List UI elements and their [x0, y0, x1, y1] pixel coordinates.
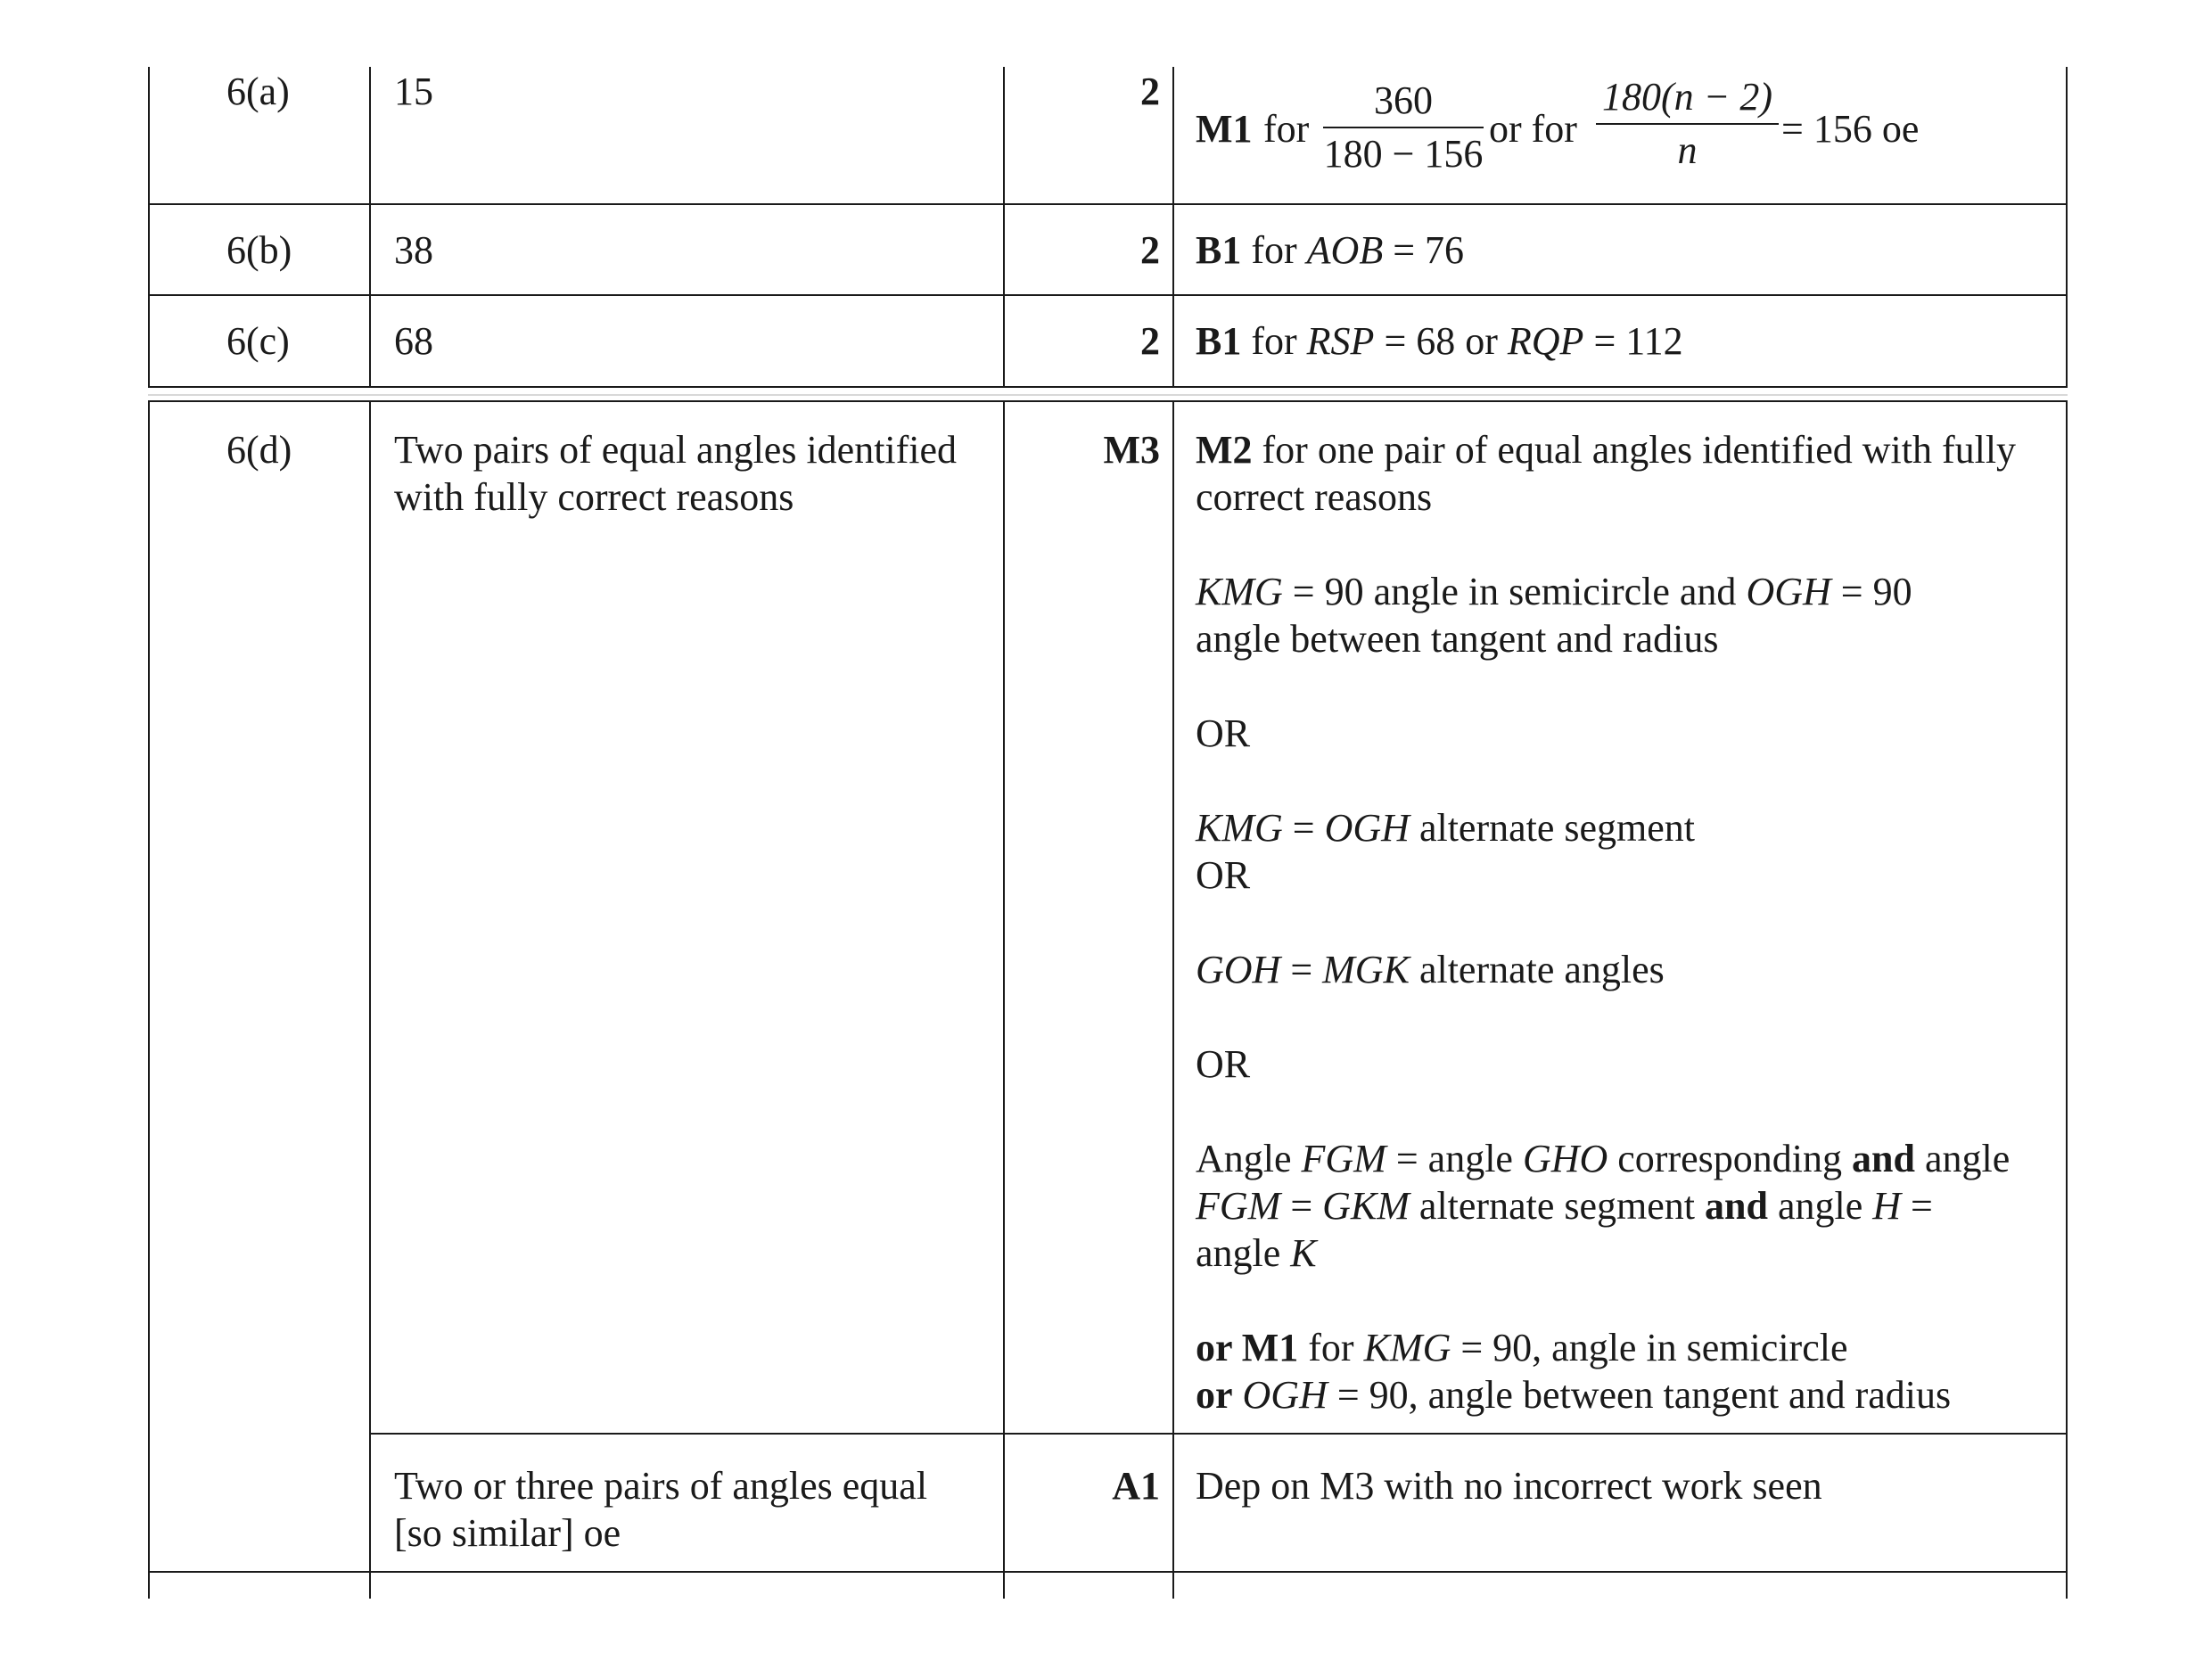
mark-code: B1: [1196, 228, 1242, 272]
guidance-line: [1196, 946, 1665, 994]
guidance-text: for: [1263, 107, 1310, 151]
angle-name: FGM: [1196, 1184, 1281, 1228]
guidance-text: =: [1290, 948, 1313, 991]
guidance-text: or for: [1489, 107, 1577, 151]
mark-code: B1: [1196, 319, 1242, 363]
fraction-numerator: 360: [1374, 78, 1433, 122]
guidance-text: = 90 angle in semicircle and: [1292, 570, 1737, 613]
guidance-text: = 68 or: [1384, 319, 1498, 363]
angle-name: KMG: [1196, 806, 1283, 850]
guidance-line: [1196, 1324, 1847, 1372]
fraction-denominator: n: [1677, 128, 1698, 172]
guidance-text: =: [1290, 1184, 1313, 1228]
section-double-divider: [148, 386, 2068, 402]
guidance-text: Angle: [1196, 1137, 1292, 1180]
angle-name: FGM: [1301, 1137, 1386, 1180]
guidance-line: [1196, 804, 1695, 852]
guidance-text: for: [1251, 319, 1297, 363]
question-number: 6(a): [226, 70, 290, 113]
guidance-cell: [1196, 226, 1464, 275]
angle-name: GOH: [1196, 948, 1281, 991]
guidance-text: = 90, angle between tangent and radius: [1336, 1373, 1952, 1417]
question-number: 6(c): [226, 319, 290, 363]
table-border-left: [148, 67, 150, 1599]
guidance-text: alternate angles: [1418, 948, 1665, 991]
guidance-text: angle: [1924, 1137, 2011, 1180]
guidance-text: = 90, angle in semicircle: [1460, 1326, 1848, 1369]
guidance-line: [1196, 1229, 1317, 1278]
guidance-emphasis: and: [1705, 1184, 1768, 1228]
angle-name: OGH: [1324, 806, 1410, 850]
guidance-text: = 76: [1393, 228, 1465, 272]
guidance-text: =: [1292, 806, 1315, 850]
guidance-text: =: [1911, 1184, 1933, 1228]
guidance-text: angle: [1777, 1184, 1863, 1228]
guidance-line: [1196, 1135, 2010, 1183]
guidance-text: for: [1251, 228, 1297, 272]
table-border-right: [2066, 67, 2068, 1599]
fraction-2: [1596, 75, 1779, 173]
angle-name: H: [1872, 1184, 1902, 1228]
column-divider-guidance: [1172, 67, 1174, 1599]
angle-name: GHO: [1522, 1137, 1608, 1180]
guidance-or: OR: [1196, 711, 1251, 755]
guidance-text: = angle: [1395, 1137, 1513, 1180]
guidance-text: for: [1308, 1326, 1354, 1369]
question-number: 6(b): [226, 228, 292, 272]
fraction-numerator: 180(n − 2): [1602, 75, 1772, 119]
angle-name: K: [1290, 1231, 1317, 1275]
guidance-line: correct reasons: [1196, 475, 1433, 519]
mark-code: or M1: [1196, 1326, 1299, 1369]
column-divider-answer: [369, 67, 371, 1599]
mark-code: M2: [1196, 428, 1253, 472]
angle-name: RQP: [1507, 319, 1584, 363]
fraction-denominator: 180 − 156: [1323, 132, 1484, 176]
guidance-text: corresponding: [1617, 1137, 1842, 1180]
fraction-bar: [1596, 123, 1779, 125]
guidance-line: [1196, 1371, 1951, 1419]
fraction-1: [1323, 78, 1484, 177]
guidance-text: angle: [1196, 1231, 1281, 1275]
question-number: 6(d): [226, 428, 292, 472]
angle-name: OGH: [1746, 570, 1831, 613]
guidance-text: = 90: [1840, 570, 1912, 613]
guidance-line: [1196, 568, 1912, 616]
guidance-text: = 156 oe: [1781, 107, 1920, 151]
angle-name: MGK: [1322, 948, 1410, 991]
guidance-or: OR: [1196, 1042, 1251, 1086]
guidance-text: alternate segment: [1418, 806, 1696, 850]
row-divider: [148, 1571, 2068, 1573]
guidance-emphasis: and: [1852, 1137, 1915, 1180]
guidance-or: OR: [1196, 853, 1251, 897]
marks-cell: A1: [1112, 1464, 1160, 1508]
answer-line: [so similar] oe: [394, 1511, 621, 1555]
marks-cell: 2: [1140, 70, 1160, 113]
guidance-text: = 112: [1593, 319, 1683, 363]
row-divider-partial: [369, 1433, 2068, 1435]
guidance-line: [1196, 1182, 1933, 1230]
marks-cell: 2: [1140, 319, 1160, 363]
mark-code: or: [1196, 1373, 1233, 1417]
answer-cell: 15: [394, 70, 433, 113]
column-divider-marks: [1003, 67, 1005, 1599]
guidance-cell: [1196, 317, 1683, 366]
guidance-text: for one pair of equal angles identified with fully: [1262, 428, 2017, 472]
answer-cell: 68: [394, 319, 433, 363]
fraction-bar: [1323, 127, 1484, 128]
answer-line: Two or three pairs of angles equal: [394, 1464, 928, 1508]
guidance-line: angle between tangent and radius: [1196, 617, 1719, 661]
angle-name: OGH: [1242, 1373, 1328, 1417]
guidance-cell: Dep on M3 with no incorrect work seen: [1196, 1464, 1822, 1508]
answer-line: Two pairs of equal angles identified: [394, 428, 958, 472]
angle-name: KMG: [1196, 570, 1283, 613]
row-divider: [148, 203, 2068, 205]
angle-name: KMG: [1363, 1326, 1451, 1369]
angle-name: AOB: [1306, 228, 1384, 272]
guidance-line: [1196, 426, 2016, 474]
mark-code: M1: [1196, 107, 1253, 151]
angle-name: RSP: [1306, 319, 1375, 363]
row-divider: [148, 294, 2068, 296]
marks-cell: 2: [1140, 228, 1160, 272]
guidance-text: alternate segment: [1418, 1184, 1695, 1228]
answer-line: with fully correct reasons: [394, 475, 794, 519]
marks-cell: M3: [1103, 428, 1160, 472]
angle-name: GKM: [1322, 1184, 1410, 1228]
answer-cell: 38: [394, 228, 433, 272]
